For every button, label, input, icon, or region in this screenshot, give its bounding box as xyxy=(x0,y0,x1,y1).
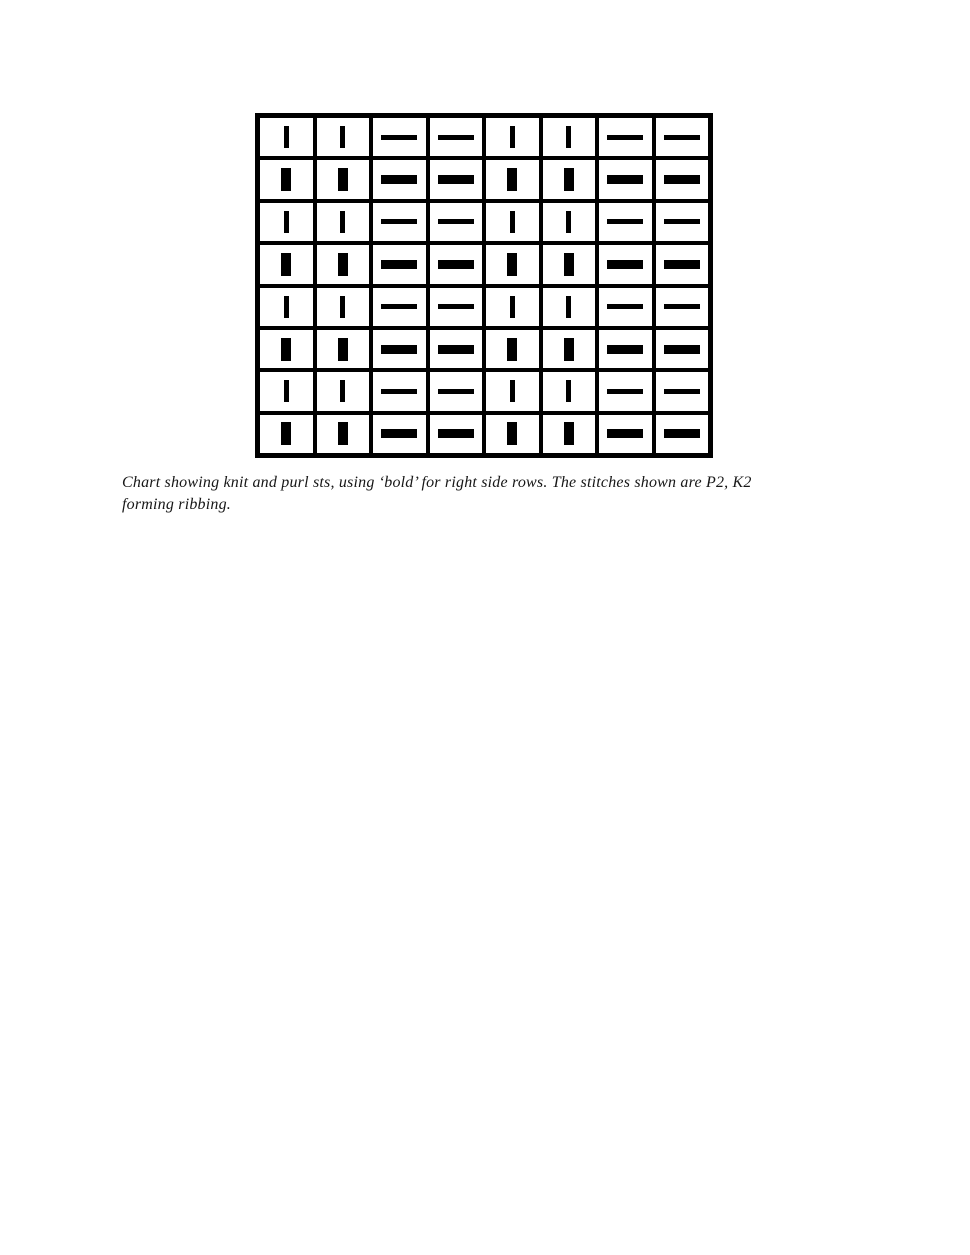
chart-cell xyxy=(599,245,652,283)
chart-cell xyxy=(260,330,313,368)
purl-symbol-bold xyxy=(381,175,417,184)
chart-cell xyxy=(260,372,313,410)
chart-cell xyxy=(373,372,426,410)
chart-cell xyxy=(543,330,596,368)
chart-cell xyxy=(486,330,539,368)
purl-symbol-thin xyxy=(381,304,417,309)
chart-cell xyxy=(656,330,709,368)
knit-symbol-bold xyxy=(507,168,517,191)
chart-cell xyxy=(317,203,370,241)
chart-cell xyxy=(317,288,370,326)
chart-cell xyxy=(373,288,426,326)
purl-symbol-thin xyxy=(381,135,417,140)
knit-symbol-bold xyxy=(338,338,348,361)
chart-cell xyxy=(543,245,596,283)
chart-cell xyxy=(373,245,426,283)
chart-cell xyxy=(543,288,596,326)
chart-cell xyxy=(656,160,709,198)
knit-symbol-thin xyxy=(510,211,515,233)
knit-symbol-bold xyxy=(281,253,291,276)
purl-symbol-thin xyxy=(438,219,474,224)
chart-cell xyxy=(656,203,709,241)
chart-cell xyxy=(656,415,709,453)
purl-symbol-thin xyxy=(438,304,474,309)
chart-cell xyxy=(317,415,370,453)
chart-cell xyxy=(543,372,596,410)
chart-cell xyxy=(260,118,313,156)
chart-cell xyxy=(260,245,313,283)
chart-cell xyxy=(430,372,483,410)
knit-symbol-thin xyxy=(510,380,515,402)
purl-symbol-thin xyxy=(381,389,417,394)
knit-symbol-thin xyxy=(510,126,515,148)
chart-cell xyxy=(599,415,652,453)
purl-symbol-thin xyxy=(664,135,700,140)
knit-symbol-bold xyxy=(507,422,517,445)
knit-symbol-bold xyxy=(507,253,517,276)
chart-cell xyxy=(317,160,370,198)
chart-cell xyxy=(373,203,426,241)
chart-cell xyxy=(430,330,483,368)
knit-symbol-thin xyxy=(340,380,345,402)
knit-symbol-thin xyxy=(284,126,289,148)
purl-symbol-thin xyxy=(607,219,643,224)
knit-symbol-thin xyxy=(566,211,571,233)
purl-symbol-bold xyxy=(607,429,643,438)
purl-symbol-bold xyxy=(607,260,643,269)
chart-cell xyxy=(373,118,426,156)
purl-symbol-bold xyxy=(438,345,474,354)
knit-symbol-bold xyxy=(338,168,348,191)
purl-symbol-thin xyxy=(664,219,700,224)
knit-symbol-thin xyxy=(284,296,289,318)
chart-cell xyxy=(599,330,652,368)
chart-cell xyxy=(543,415,596,453)
figure-caption-line-1: Chart showing knit and purl sts, using ‘bold’ for right side rows. The stitches shown are P2, K2 xyxy=(122,474,752,491)
knit-symbol-thin xyxy=(340,296,345,318)
chart-cell xyxy=(599,288,652,326)
chart-cell xyxy=(543,203,596,241)
purl-symbol-thin xyxy=(664,304,700,309)
knit-symbol-bold xyxy=(564,338,574,361)
knit-symbol-thin xyxy=(566,380,571,402)
purl-symbol-bold xyxy=(664,429,700,438)
chart-cell xyxy=(430,288,483,326)
knit-symbol-bold xyxy=(507,338,517,361)
knit-symbol-bold xyxy=(281,168,291,191)
purl-symbol-bold xyxy=(381,345,417,354)
purl-symbol-bold xyxy=(381,260,417,269)
chart-cell xyxy=(486,160,539,198)
chart-cell xyxy=(317,245,370,283)
purl-symbol-thin xyxy=(381,219,417,224)
chart-cell xyxy=(486,245,539,283)
chart-cell xyxy=(486,288,539,326)
purl-symbol-bold xyxy=(664,345,700,354)
chart-cell xyxy=(486,203,539,241)
purl-symbol-bold xyxy=(664,175,700,184)
purl-symbol-thin xyxy=(438,389,474,394)
chart-cell xyxy=(599,118,652,156)
knit-symbol-bold xyxy=(281,338,291,361)
purl-symbol-thin xyxy=(438,135,474,140)
purl-symbol-thin xyxy=(664,389,700,394)
knit-symbol-bold xyxy=(564,168,574,191)
knit-symbol-bold xyxy=(281,422,291,445)
purl-symbol-thin xyxy=(607,389,643,394)
knit-symbol-thin xyxy=(510,296,515,318)
purl-symbol-bold xyxy=(607,345,643,354)
knit-symbol-thin xyxy=(284,380,289,402)
chart-cell xyxy=(543,118,596,156)
chart-cell xyxy=(430,245,483,283)
chart-cell xyxy=(656,118,709,156)
chart-cell xyxy=(656,245,709,283)
knit-symbol-thin xyxy=(566,126,571,148)
chart-cell xyxy=(599,372,652,410)
purl-symbol-thin xyxy=(607,304,643,309)
chart-cell xyxy=(317,372,370,410)
chart-cell xyxy=(260,160,313,198)
chart-cell xyxy=(430,160,483,198)
knit-symbol-bold xyxy=(338,253,348,276)
knit-symbol-thin xyxy=(340,211,345,233)
chart-cell xyxy=(430,203,483,241)
chart-cell xyxy=(486,415,539,453)
knit-symbol-bold xyxy=(564,422,574,445)
chart-cell xyxy=(486,372,539,410)
chart-cell xyxy=(317,118,370,156)
figure-caption-line-2: forming ribbing. xyxy=(122,496,231,513)
purl-symbol-bold xyxy=(607,175,643,184)
purl-symbol-bold xyxy=(664,260,700,269)
chart-cell xyxy=(260,203,313,241)
chart-cell xyxy=(486,118,539,156)
purl-symbol-thin xyxy=(607,135,643,140)
purl-symbol-bold xyxy=(438,175,474,184)
knit-symbol-thin xyxy=(566,296,571,318)
chart-cell xyxy=(656,372,709,410)
knitting-chart-grid xyxy=(255,113,713,458)
knit-symbol-bold xyxy=(564,253,574,276)
knit-symbol-thin xyxy=(284,211,289,233)
figure-caption xyxy=(122,472,862,516)
chart-cell xyxy=(260,415,313,453)
chart-cell xyxy=(430,118,483,156)
chart-cell xyxy=(599,203,652,241)
knit-symbol-thin xyxy=(340,126,345,148)
knit-symbol-bold xyxy=(338,422,348,445)
chart-cell xyxy=(317,330,370,368)
chart-cell xyxy=(430,415,483,453)
purl-symbol-bold xyxy=(438,429,474,438)
chart-cell xyxy=(599,160,652,198)
chart-cell xyxy=(373,160,426,198)
purl-symbol-bold xyxy=(438,260,474,269)
chart-cell xyxy=(656,288,709,326)
chart-cell xyxy=(543,160,596,198)
chart-cell xyxy=(260,288,313,326)
purl-symbol-bold xyxy=(381,429,417,438)
chart-cell xyxy=(373,415,426,453)
chart-cell xyxy=(373,330,426,368)
